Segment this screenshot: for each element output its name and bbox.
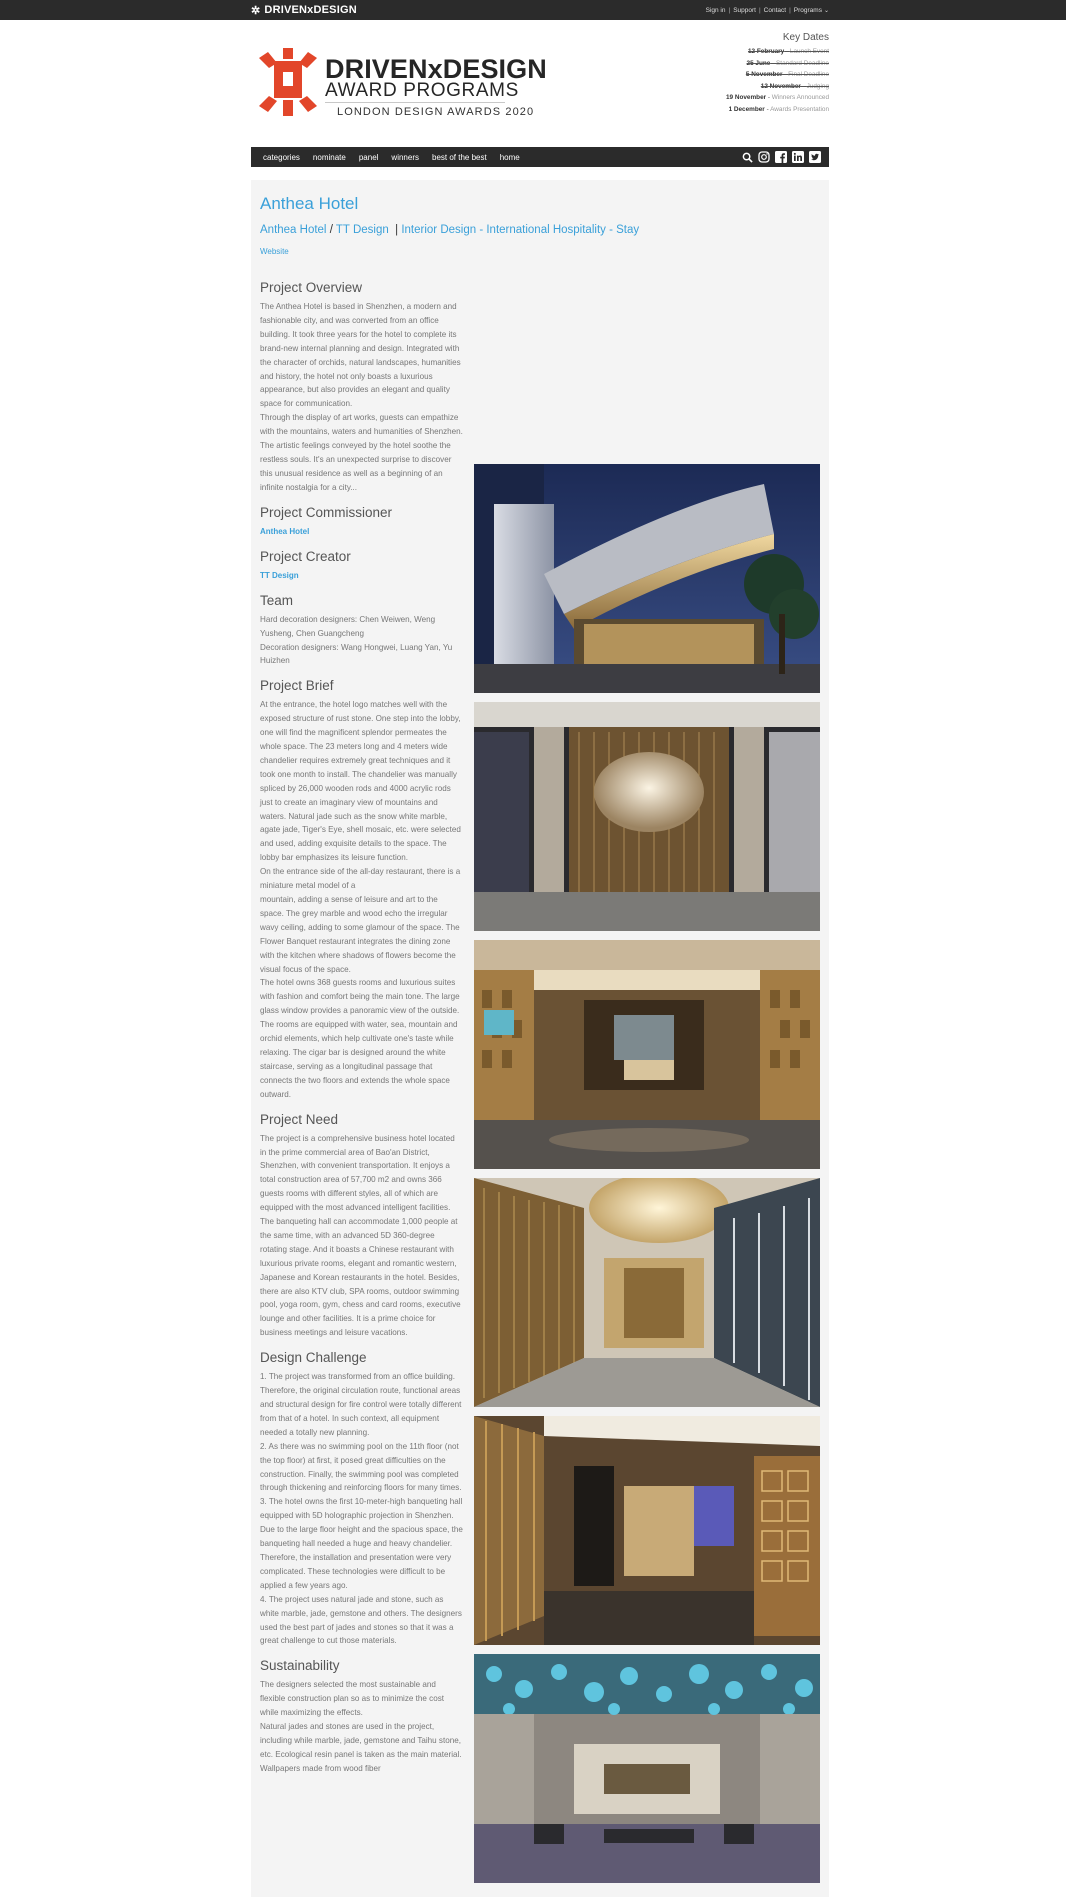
key-date-row: 12 February - Launch Event [747,48,829,55]
key-date-row: 19 November - Winners Announced [725,94,829,102]
paragraph: On the entrance side of the all-day restaurant, there is a miniature metal model of a [260,867,461,891]
paragraph: 4. The project uses natural jade and stone, such as white marble, jade, gemstone and others. The designers used the best part of jades and stones so that it was a great challenge to cut those materials. [260,1594,462,1646]
commissioner-section [260,505,463,539]
separator: | [789,6,791,14]
nav-item-categories[interactable]: categories [263,152,300,162]
creator-section [260,549,463,583]
nav-item-best-of-the-best[interactable]: best of the best [432,152,487,162]
support-link[interactable]: Support [733,6,756,14]
breadcrumb-creator-link[interactable]: TT Design [335,224,389,236]
creator-link[interactable]: TT Design [260,570,299,580]
corridor-image [474,1178,820,1407]
top-brand-label: DRIVENxDESIGN [264,4,357,16]
section-title: Project Commissioner [260,504,393,520]
nav-item-nominate[interactable]: nominate [312,152,346,162]
project-photo[interactable] [474,940,820,1169]
paragraph: 3. The hotel owns the first 10-meter-high banqueting hall equipped with 5D holographic projection in Shenzhen. Due to the large floor height and the spacious space, the banqueting hall needed a huge and heavy chandelier. Therefore, the installation and presentation were very complicated. These technologies were difficult to be applied a few years ago. [260,1497,463,1590]
facebook-icon[interactable] [775,151,787,163]
nav-menu [263,153,533,162]
sustainability-section [260,1658,463,1775]
brand-star-icon: ✲ [251,4,261,17]
logo-tagline: LONDON DESIGN AWARDS 2020 [337,106,535,118]
key-date-row: 12 November - Judging [760,82,829,90]
nav-item-panel[interactable]: panel [358,152,379,162]
lounge-image [474,1416,820,1645]
paragraph: The designers selected the most sustainable and flexible construction plan so as to minimize the cost while maximizing the effects. [260,1680,444,1718]
paragraph: 1. The project was transformed from an office building. Therefore, the original circulation route, functional areas and structural design for fire control were totally different from that of a hotel. In such context, all equipment needed a totally new planning. [260,1372,462,1437]
contact-link[interactable]: Contact [763,6,787,14]
top-brand[interactable] [251,4,357,17]
project-photo[interactable] [474,464,820,693]
restaurant-image [474,940,820,1169]
sign-in-link[interactable]: Sign in [705,6,726,14]
paragraph: Hard decoration designers: Chen Weiwen, Weng Yusheng, Chen Guangcheng [260,614,436,638]
separator: | [758,6,761,14]
project-panel [251,180,829,1897]
logo-subtitle: AWARD PROGRAMS [325,80,519,101]
nav-icons [736,151,821,163]
key-date-row: 25 June - Standard Deadline [746,59,829,67]
page-title: Anthea Hotel [260,194,359,213]
paragraph: Through the display of art works, guests can empathize with the mountains, waters and humanities of Shenzhen. The artistic feelings conveyed by the hotel soothe the restless souls. It's an unexpected surprise to discover this unusual residence as well as a beginning of an infinite nostalgia for a city... [260,413,463,492]
section-title: Project Brief [260,678,334,694]
section-title: Project Overview [260,280,363,295]
dining-hall-image [474,1654,820,1883]
breadcrumb-project-link[interactable]: Anthea Hotel [260,224,327,236]
project-photo[interactable] [474,1178,820,1407]
section-title: Design Challenge [260,1350,367,1366]
paragraph: At the entrance, the hotel logo matches well with the exposed structure of rust stone. One step into the lobby, one will find the magnificent splendor permeates the whole space. The 23 meters long and 4 meters wide chandelier requires extremely great techniques and it took one month to install. The chandelier was manually spliced by 26,000 wooden rods and 4000 acrylic rods just to create an imaginary view of mountains and waters. Natural jade such as the snow white marble, agate jade, Tiger's Eye, shell mosaic, etc. were selected and used, adding exquisite details to the space. The lobby bar emphasizes its leisure function. [260,700,461,863]
paragraph: Natural jades and stones are used in the project, including while marble, jade, gemstone and Taihu stone, etc. Ecological resin panel is taken as the main material. Wallpapers made from wood fiber [260,1722,462,1773]
chevron-down-icon[interactable]: ⌄ [823,7,829,14]
search-icon[interactable] [741,151,753,163]
photo-gallery [474,464,820,1892]
paragraph: The Anthea Hotel is based in Shenzhen, a modern and fashionable city, and was converted from an office building. It took three years for the hotel to complete its brand-new internal planning and design. Integrated with the character of orchids, natural landscapes, humanities and history, the hotel not only boasts a luxurious appearance, but also provides an elegant and quality space for communication. [260,302,461,409]
paragraph: Decoration designers: Wang Hongwei, Luang Yan, Yu Huizhen [260,642,453,666]
breadcrumb-separator: | [395,224,399,236]
separator: | [728,6,731,14]
paragraph: mountain, adding a sense of leisure and art to the space. The grey marble and wood echo the irregular wavy ceiling, adding to some glamour of the space. The Flower Banquet restaurant integrates the dining zone with the kitchen where shadows of flowers become the visual focus of the space. [260,895,460,974]
brand-logo-icon[interactable] [259,48,317,116]
instagram-icon[interactable] [758,151,770,163]
team-section [260,593,463,669]
breadcrumb-category-link[interactable]: Interior Design - International Hospitality - Stay [401,224,640,236]
section-title: Project Need [260,1111,339,1127]
project-photo[interactable] [474,1416,820,1645]
paragraph: 2. As there was no swimming pool on the 11th floor (not the top floor) at first, it posed great difficulties on the construction. Finally, the swimming pool was completed through thickening and reinforcing floors for many times. [260,1441,462,1493]
top-bar [0,0,1066,20]
breadcrumb [260,224,639,236]
commissioner-link[interactable]: Anthea Hotel [260,526,310,536]
hotel-exterior-image [474,464,820,693]
twitter-icon[interactable] [809,151,821,163]
challenge-section [260,1350,463,1648]
paragraph: The hotel owns 368 guests rooms and luxurious suites with fashion and comfort being the main tone. The large glass window provides a panoramic view of the outside. The rooms are equipped with water, sea, mountain and orchid elements, which help cultivate one's taste while relaxing. The cigar bar is designed around the white staircase, serving as a longitudinal passage that connects the two floors and extends the whole space outward. [260,978,460,1099]
brief-section [260,678,463,1101]
section-title: Sustainability [260,1658,340,1674]
key-dates [726,32,829,116]
main-nav [251,147,829,167]
nav-item-winners[interactable]: winners [391,152,419,162]
top-links [706,7,829,14]
need-section [260,1112,463,1341]
nav-item-home[interactable]: home [499,152,520,162]
overview-section [260,280,463,495]
key-date-row: 5 November - Final Deadline [745,71,829,79]
breadcrumb-separator: / [329,224,333,236]
key-date-row: 1 December - Awards Presentation [728,105,829,113]
logo-title: DRIVENxDESIGN [325,54,547,84]
site-header [251,20,829,146]
project-photo[interactable] [474,1654,820,1883]
key-dates-title: Key Dates [782,32,829,43]
paragraph: The project is a comprehensive business hotel located in the prime commercial area of Bao'an District, Shenzhen, with convenient transportation. It enjoys a total construction area of 57,700 m2 and owns 366 guests rooms with different styles, all of which are equipped with the most advanced intelligent facilities. The banqueting hall can accommodate 1,000 people at the same time, with an advanced 5D 360-degree rotating stage. And it boasts a Chinese restaurant with luxurious private rooms, elegant and romantic western, Japanese and Korean restaurants in the hotel. Besides, there are also KTV club, SPA rooms, outdoor swimming pool, yoga room, gym, chess and card rooms, executive lounge and other facilities. It is a prime choice for business meetings and leisure vacations. [260,1133,461,1338]
section-title: Team [260,592,294,608]
section-title: Project Creator [260,548,351,564]
project-photo[interactable] [474,702,820,931]
logo-divider [325,102,505,103]
project-details [260,280,463,1786]
linkedin-icon[interactable] [792,151,804,163]
lobby-chandelier-image [474,702,820,931]
website-link[interactable]: Website [260,247,289,256]
programs-menu[interactable]: Programs [793,6,822,14]
